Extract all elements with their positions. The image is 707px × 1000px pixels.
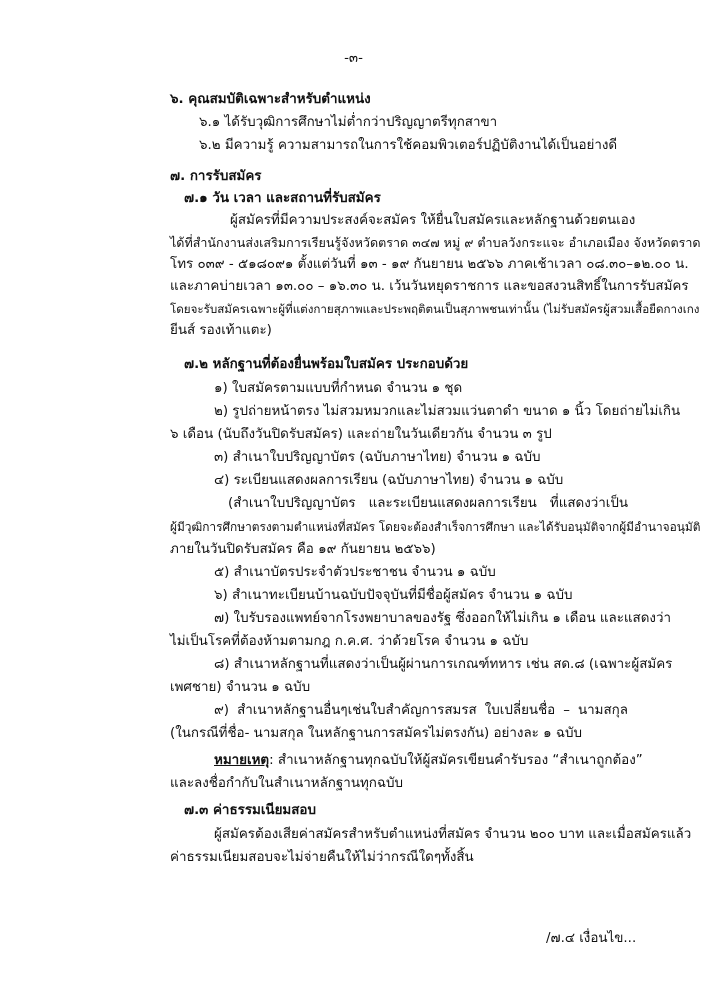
section-7-1-line-5: โดยจะรับสมัครเฉพาะผู้ที่แต่งกายสุภาพและประพฤติตนเป็นสุภาพชนเท่านั้น (ไม่รับสมัครผู้สวมเสื้อยืดกางเกง (170, 302, 700, 316)
doc-item-1: ๑) ใบสมัครตามแบบที่กำหนด จำนวน ๑ ชุด (214, 381, 463, 396)
note-line-1 (214, 752, 643, 770)
doc-item-8-line-2: เพศชาย) จำนวน ๑ ฉบับ (170, 680, 311, 695)
doc-item-9-line-1: ๙) สำเนาหลักฐานอื่นๆเช่นใบสำคัญการสมรส ใบเปลี่ยนชื่อ – นามสกุล (214, 703, 628, 718)
doc-item-4: ๔) ระเบียนแสดงผลการเรียน (ฉบับภาษาไทย) จำนวน ๑ ฉบับ (214, 473, 564, 488)
section-6-heading: ๖. คุณสมบัติเฉพาะสำหรับตำแหน่ง (170, 92, 371, 107)
doc-item-7-line-2: ไม่เป็นโรคที่ต้องห้ามตามกฎ ก.ค.ศ. ว่าด้วยโรค จำนวน ๑ ฉบับ (170, 634, 529, 649)
doc-item-4-note-line-1: (สำเนาใบปริญญาบัตร และระเบียนแสดงผลการเรียน ที่แสดงว่าเป็น (228, 496, 628, 511)
page-number: -๓- (344, 51, 363, 66)
section-7-1-line-4: และภาคบ่ายเวลา ๑๓.๐๐ – ๑๖.๓๐ น. เว้นวันหยุดราชการ และขอสงวนสิทธิ์ในการรับสมัคร (170, 279, 689, 294)
continuation-footer: /๗.๔ เงื่อนไข... (546, 931, 637, 946)
doc-item-9-line-2: (ในกรณีที่ชื่อ- นามสกุล ในหลักฐานการสมัครไม่ตรงกัน) อย่างละ ๑ ฉบับ (170, 726, 582, 741)
doc-item-3: ๓) สำเนาใบปริญญาบัตร (ฉบับภาษาไทย) จำนวน ๑ ฉบับ (214, 450, 541, 465)
section-7-1-line-1: ผู้สมัครที่มีความประสงค์จะสมัคร ให้ยื่นใบสมัครและหลักฐานด้วยตนเอง (230, 213, 636, 228)
section-6-1: ๖.๑ ได้รับวุฒิการศึกษาไม่ต่ำกว่าปริญญาตรีทุกสาขา (199, 115, 498, 130)
doc-item-2-line-2: ๖ เดือน (นับถึงวันปิดรับสมัคร) และถ่ายในวันเดียวกัน จำนวน ๓ รูป (170, 427, 552, 442)
section-7-2-heading: ๗.๒ หลักฐานที่ต้องยื่นพร้อมใบสมัคร ประกอบด้วย (184, 357, 469, 372)
section-7-1-heading: ๗.๑ วัน เวลา และสถานที่รับสมัคร (184, 191, 381, 206)
doc-item-6: ๖) สำเนาทะเบียนบ้านฉบับปัจจุบันที่มีชื่อผู้สมัคร จำนวน ๑ ฉบับ (214, 588, 573, 603)
section-7-3-line-1: ผู้สมัครต้องเสียค่าสมัครสำหรับตำแหน่งที่สมัคร จำนวน ๒๐๐ บาท และเมื่อสมัครแล้ว (214, 827, 692, 842)
section-6-2: ๖.๒ มีความรู้ ความสามารถในการใช้คอมพิวเตอร์ปฏิบัติงานได้เป็นอย่างดี (199, 138, 618, 153)
note-text: : สำเนาหลักฐานทุกฉบับให้ผู้สมัครเขียนคำรับรอง “สำเนาถูกต้อง” (269, 753, 643, 768)
doc-item-2-line-1: ๒) รูปถ่ายหน้าตรง ไม่สวมหมวกและไม่สวมแว่นตาดำ ขนาด ๑ นิ้ว โดยถ่ายไม่เกิน (214, 404, 681, 419)
section-7-1-line-2: ได้ที่สำนักงานส่งเสริมการเรียนรู้จังหวัดตราด ๓๔๗ หมู่ ๙ ตำบลวังกระแจะ อำเภอเมือง จังหวัดตราด (170, 235, 701, 250)
doc-item-8-line-1: ๘) สำเนาหลักฐานที่แสดงว่าเป็นผู้ผ่านการเกณฑ์ทหาร เช่น สด.๘ (เฉพาะผู้สมัคร (214, 657, 673, 672)
section-7-1-line-6: ยีนส์ รองเท้าแตะ) (170, 323, 272, 338)
section-7-3-heading: ๗.๓ ค่าธรรมเนียมสอบ (184, 803, 316, 818)
section-7-heading: ๗. การรับสมัคร (170, 169, 262, 184)
doc-item-4-note-line-2: ผู้มีวุฒิการศึกษาตรงตามตำแหน่งที่สมัคร โดยจะต้องสำเร็จการศึกษา และได้รับอนุมัติจากผู้มีอำนาจอนุมัติ (170, 520, 701, 534)
doc-item-4-note-line-3: ภายในวันปิดรับสมัคร คือ ๑๙ กันยายน ๒๕๖๖) (170, 542, 436, 557)
section-7-1-line-3: โทร ๐๓๙ - ๕๑๘๐๙๑ ตั้งแต่วันที่ ๑๓ - ๑๙ กันยายน ๒๕๖๖ ภาคเช้าเวลา ๐๘.๓๐–๑๒.๐๐ น. (170, 257, 689, 272)
doc-item-5: ๕) สำเนาบัตรประจำตัวประชาชน จำนวน ๑ ฉบับ (214, 565, 496, 580)
note-label: หมายเหตุ (214, 753, 270, 768)
note-line-2: และลงชื่อกำกับในสำเนาหลักฐานทุกฉบับ (170, 776, 404, 791)
section-7-3-line-2: ค่าธรรมเนียมสอบจะไม่จ่ายคืนให้ไม่ว่ากรณีใดๆทั้งสิ้น (170, 850, 474, 865)
doc-item-7-line-1: ๗) ใบรับรองแพทย์จากโรงพยาบาลของรัฐ ซึ่งออกให้ไม่เกิน ๑ เดือน และแสดงว่า (214, 611, 671, 626)
